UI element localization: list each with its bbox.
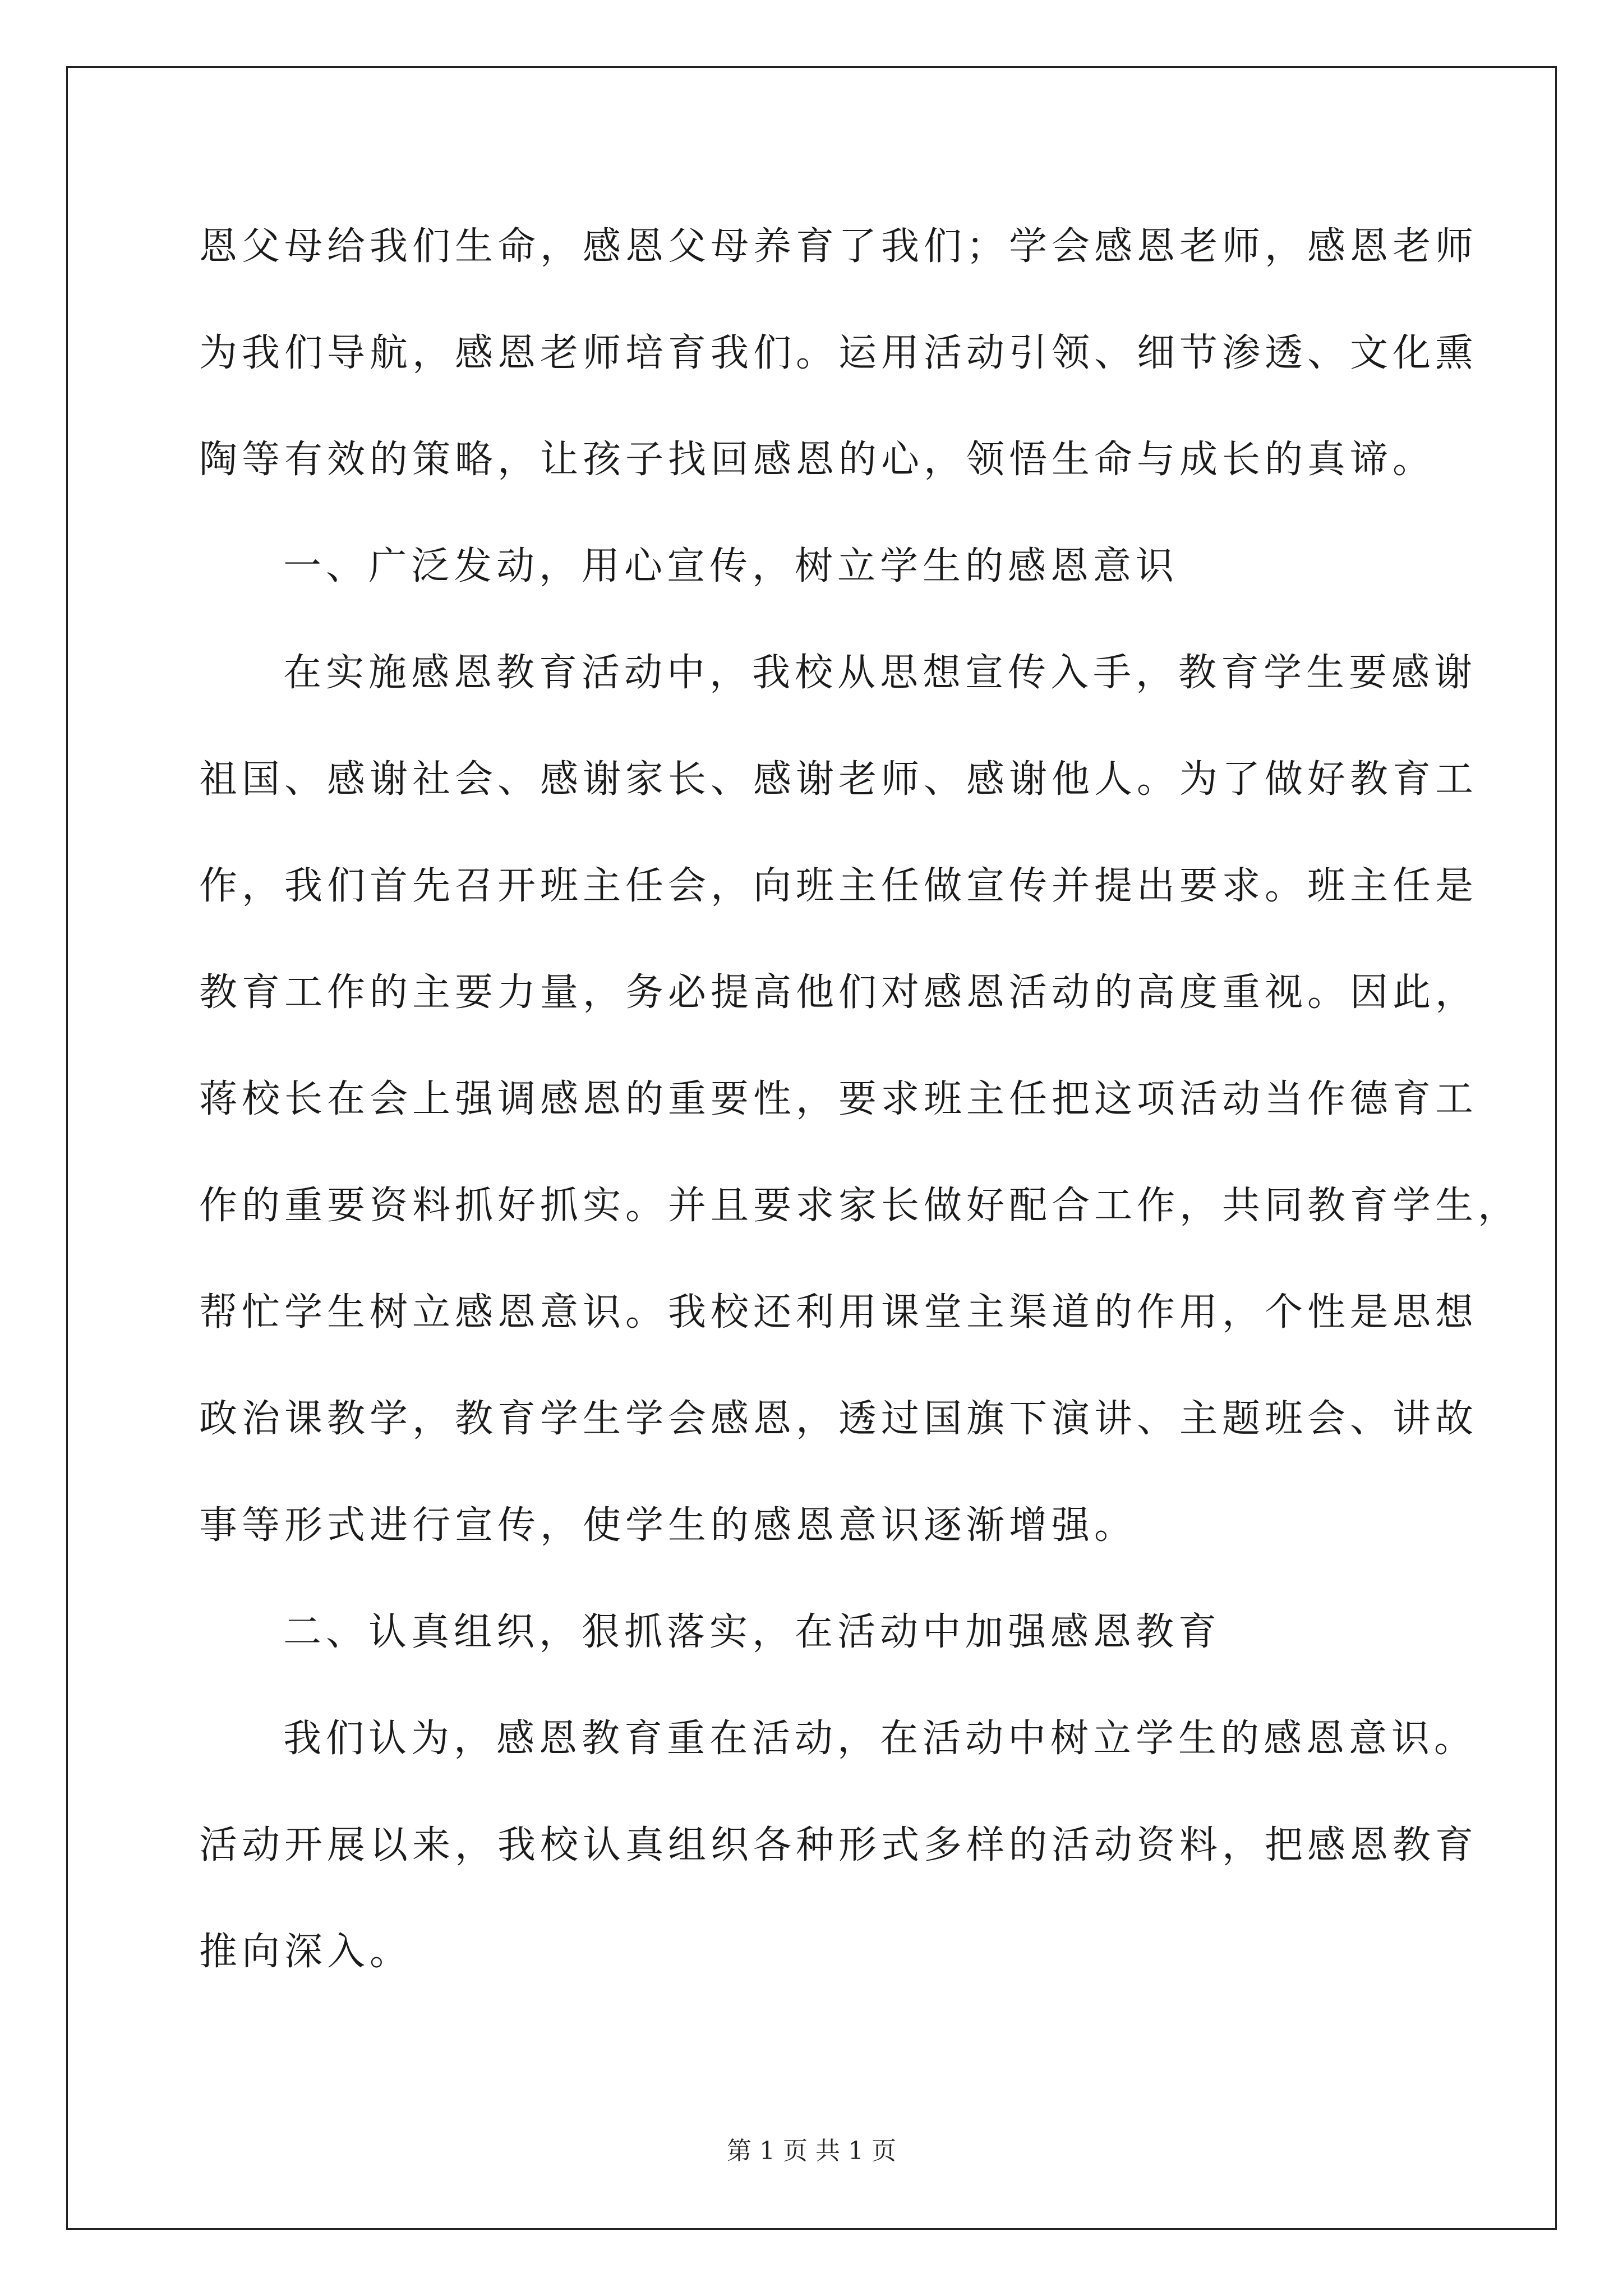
text-line: 推向深入。 [199,1930,413,1974]
text-line: 蒋校长在会上强调感恩的重要性，要求班主任把这项活动当作德育工 [199,1077,1478,1121]
text-line: 一、广泛发动，用心宣传，树立学生的感恩意识 [283,544,1179,588]
text-line: 事等形式进行宣传，使学生的感恩意识逐渐增强。 [199,1503,1137,1548]
text-line: 为我们导航，感恩老师培育我们。运用活动引领、细节渗透、文化熏 [199,331,1478,375]
text-line: 作，我们首先召开班主任会，向班主任做宣传并提出要求。班主任是 [199,864,1478,908]
text-line: 陶等有效的策略，让孩子找回感恩的心，领悟生命与成长的真谛。 [199,438,1436,482]
text-line: 恩父母给我们生命，感恩父母养育了我们；学会感恩老师，感恩老师 [199,224,1478,269]
page-footer: 第 1 页 共 1 页 [727,2137,896,2165]
text-line: 在实施感恩教育活动中，我校从思想宣传入手，教育学生要感谢 [283,651,1477,695]
text-line: 作的重要资料抓好抓实。并且要求家长做好配合工作，共同教育学生， [199,1184,1521,1228]
text-line: 我们认为，感恩教育重在活动，在活动中树立学生的感恩意识。 [283,1717,1477,1761]
text-line: 帮忙学生树立感恩意识。我校还利用课堂主渠道的作用，个性是思想 [199,1290,1478,1335]
text-line: 祖国、感谢社会、感谢家长、感谢老师、感谢他人。为了做好教育工 [199,757,1478,802]
text-line: 二、认真组织，狠抓落实，在活动中加强感恩教育 [283,1610,1221,1654]
text-line: 活动开展以来，我校认真组织各种形式多样的活动资料，把感恩教育 [199,1823,1478,1867]
document-body [199,219,1521,2031]
text-line: 政治课教学，教育学生学会感恩，透过国旗下演讲、主题班会、讲故 [199,1397,1478,1441]
text-line: 教育工作的主要力量，务必提高他们对感恩活动的高度重视。因此， [199,970,1478,1015]
